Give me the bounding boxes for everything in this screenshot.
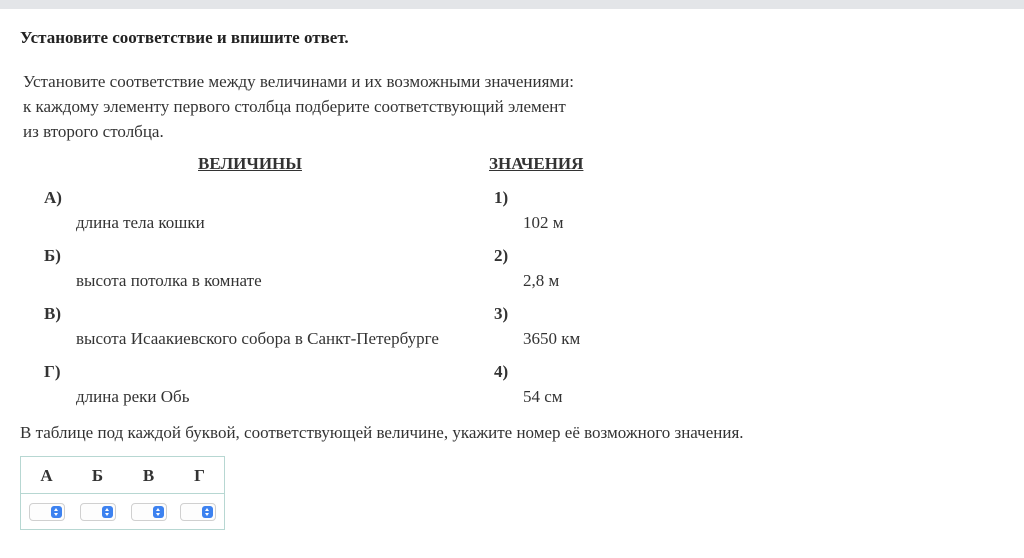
item-letter-a: А) (44, 188, 62, 207)
task-line-3: из второго столбца. (23, 122, 164, 141)
instruction-heading: Установите соответствие и впишите ответ. (20, 28, 349, 47)
answer-header-g: Г (194, 466, 205, 485)
value-number-3: 3) (494, 304, 509, 323)
values-column-header: ЗНАЧЕНИЯ (489, 154, 584, 173)
answer-prompt: В таблице под каждой буквой, соответствующей величине, укажите номер её возможного значения. (20, 423, 744, 442)
item-letter-g: Г) (44, 362, 61, 381)
answer-select-v[interactable] (131, 503, 167, 521)
value-text-2: 2,8 м (523, 271, 560, 290)
item-text-b: высота потолка в комнате (76, 271, 262, 290)
answer-header-b: Б (91, 466, 104, 485)
answer-header-v: В (142, 466, 155, 485)
answer-select-b[interactable] (80, 503, 116, 521)
task-line-1: Установите соответствие между величинами и их возможными значениями: (23, 72, 574, 91)
value-text-4: 54 см (523, 387, 563, 406)
answer-table (20, 456, 225, 530)
answer-select-a[interactable] (29, 503, 65, 521)
value-number-2: 2) (494, 246, 509, 265)
dropdown-arrows-icon (202, 506, 213, 518)
value-text-1: 102 м (523, 213, 564, 232)
item-letter-v: В) (44, 304, 61, 323)
answer-select-g[interactable] (180, 503, 216, 521)
answer-table-header-row (21, 457, 224, 494)
quantities-column-header: ВЕЛИЧИНЫ (198, 154, 302, 173)
answer-header-a: А (40, 466, 53, 485)
item-text-v: высота Исаакиевского собора в Санкт-Петербурге (76, 329, 439, 348)
value-text-3: 3650 км (523, 329, 581, 348)
task-description (23, 69, 643, 144)
dropdown-arrows-icon (51, 506, 62, 518)
dropdown-arrows-icon (153, 506, 164, 518)
dropdown-arrows-icon (102, 506, 113, 518)
task-line-2: к каждому элементу первого столбца подберите соответствующий элемент (23, 97, 566, 116)
item-text-g: длина реки Обь (76, 387, 190, 406)
top-bar (0, 0, 1024, 9)
value-number-1: 1) (494, 188, 509, 207)
value-number-4: 4) (494, 362, 509, 381)
item-letter-b: Б) (44, 246, 61, 265)
item-text-a: длина тела кошки (76, 213, 205, 232)
